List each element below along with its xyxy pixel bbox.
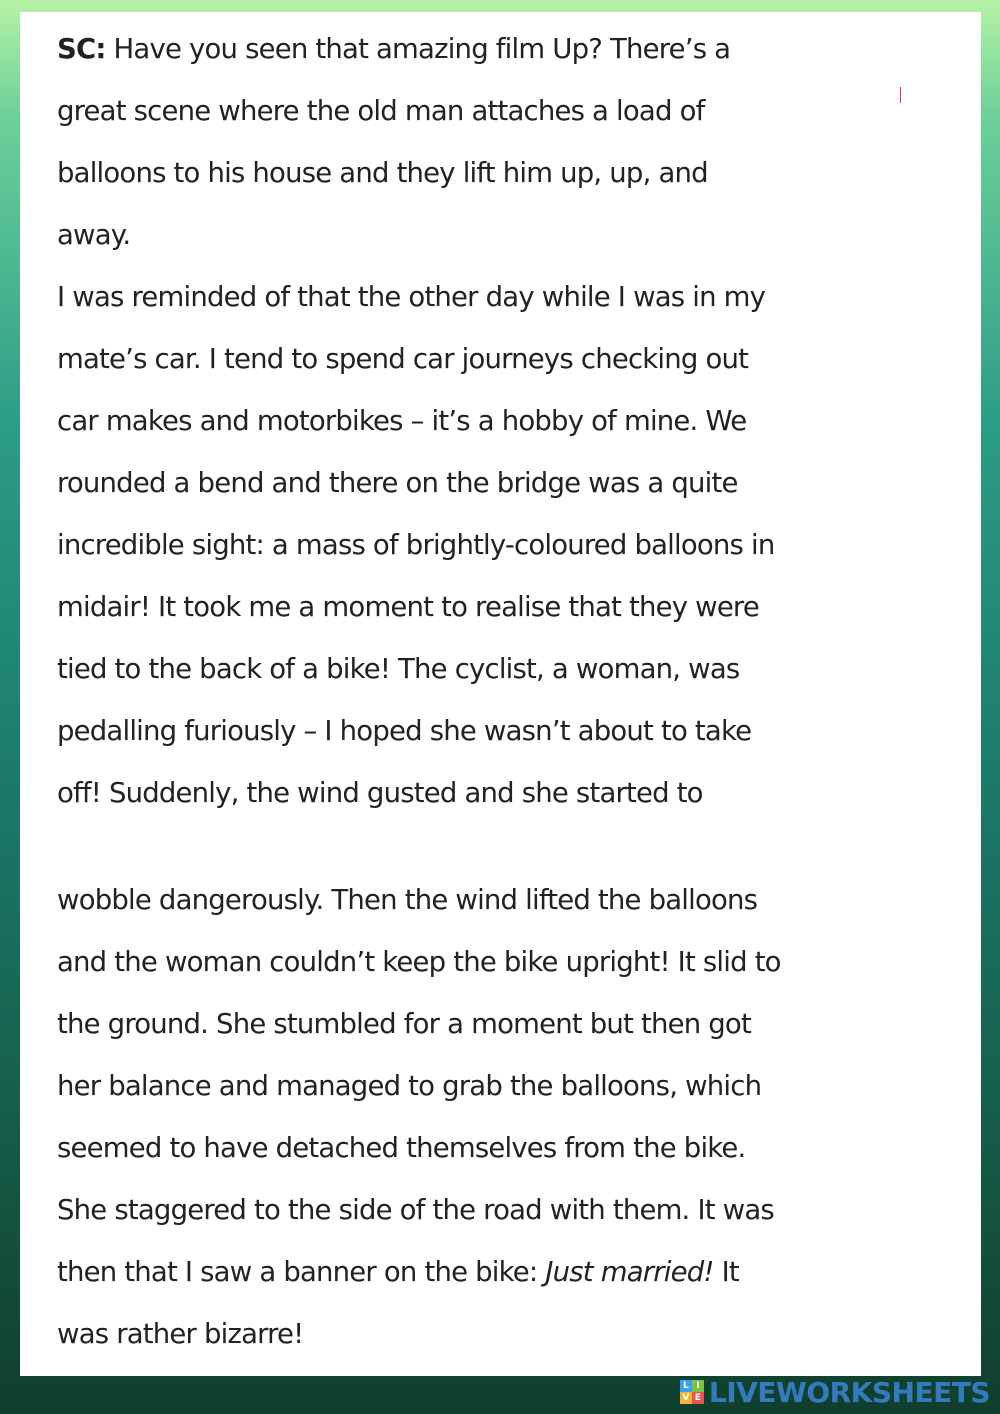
text-line: away.	[57, 219, 131, 251]
text-line: was rather bizarre!	[57, 1318, 304, 1350]
text-line: balloons to his house and they lift him up, up, and	[57, 157, 708, 189]
banner-text: Just married!	[545, 1256, 714, 1288]
text-line-banner: then that I saw a banner on the bike: Just married! It	[57, 1256, 739, 1288]
text-line: pedalling furiously – I hoped she wasn’t about to take	[57, 715, 752, 747]
text-line: tied to the back of a bike! The cyclist, a woman, was	[57, 653, 740, 685]
text-line: She staggered to the side of the road with them. It was	[57, 1194, 774, 1226]
speaker-label: SC:	[57, 33, 106, 65]
text-line: incredible sight: a mass of brightly-coloured balloons in	[57, 529, 775, 561]
text-line: I was reminded of that the other day while I was in my	[57, 281, 766, 313]
paragraph-first	[57, 18, 917, 824]
watermark-text: LIVEWORKSHEETS	[708, 1375, 990, 1409]
text-line: seemed to have detached themselves from the bike.	[57, 1132, 746, 1164]
text-line: midair! It took me a moment to realise that they were	[57, 591, 759, 623]
text-line: car makes and motorbikes – it’s a hobby of mine. We	[57, 405, 747, 437]
text-line: rounded a bend and there on the bridge was a quite	[57, 467, 738, 499]
text-line: and the woman couldn’t keep the bike upright! It slid to	[57, 946, 781, 978]
text-line: mate’s car. I tend to spend car journeys checking out	[57, 343, 749, 375]
text-line: off! Suddenly, the wind gusted and she started to	[57, 777, 703, 809]
text-line: the ground. She stumbled for a moment but then got	[57, 1008, 751, 1040]
text-line: her balance and managed to grab the balloons, which	[57, 1070, 762, 1102]
paragraph-second	[57, 869, 917, 1365]
liveworksheets-logo-icon: L I V E	[680, 1380, 704, 1404]
text-line: great scene where the old man attaches a load of	[57, 95, 705, 127]
liveworksheets-watermark[interactable]	[680, 1375, 990, 1409]
worksheet-page	[20, 12, 981, 1376]
text-line: wobble dangerously. Then the wind lifted the balloons	[57, 884, 758, 916]
text-line: SC: Have you seen that amazing film Up? There’s a	[57, 33, 731, 65]
